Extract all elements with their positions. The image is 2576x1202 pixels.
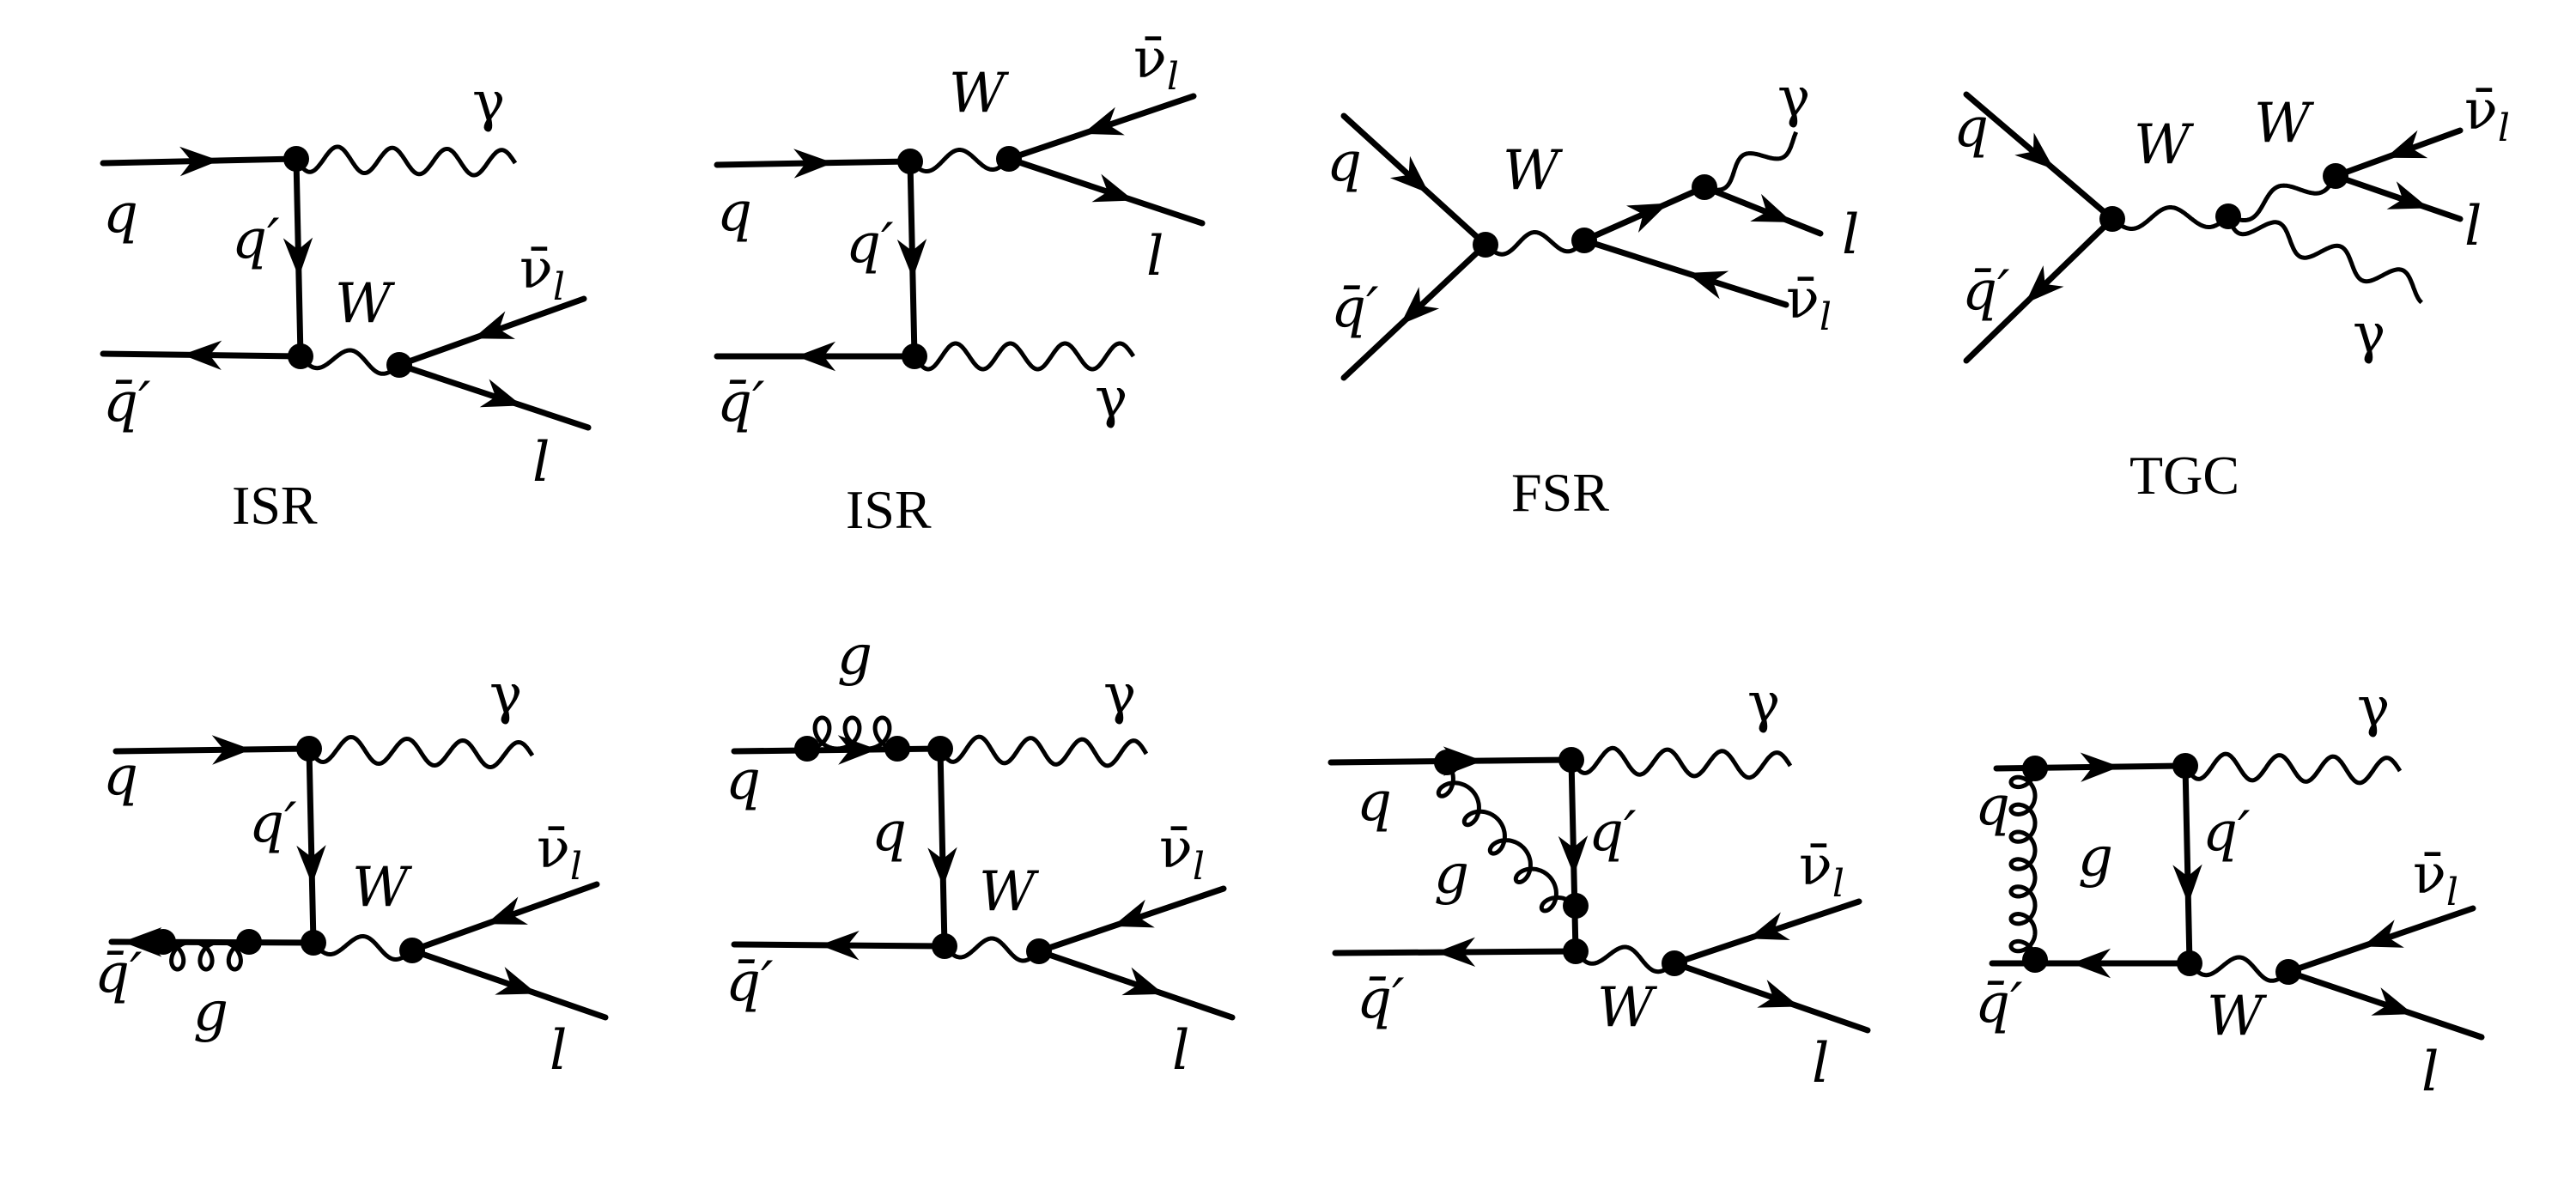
vertex-dot xyxy=(897,149,923,174)
diagram-gluon-2 xyxy=(726,624,1232,1083)
lepton-label: l xyxy=(1146,225,1164,288)
vertex-dot xyxy=(2099,206,2125,232)
vertex-dot xyxy=(236,929,262,955)
lepton-line xyxy=(1009,159,1202,223)
w-boson-line xyxy=(1485,233,1584,255)
quark-label: q xyxy=(1357,770,1392,834)
quark-prime-label: q′ xyxy=(249,792,297,855)
antiquark-prime-label: q̄′ xyxy=(94,942,143,1005)
quark-label: q xyxy=(1975,774,2010,838)
antineutrino-label: $\nū_l$ xyxy=(1786,268,1832,339)
photon-line xyxy=(1704,132,1796,190)
gluon-label: g xyxy=(837,624,872,688)
vertex-dot xyxy=(2323,163,2348,189)
lepton-label: l xyxy=(1842,203,1860,267)
exchanged-quark-line xyxy=(2185,766,2190,963)
exchanged-quark-line xyxy=(309,749,313,943)
antineutrino-label: $\nū_l$ xyxy=(1133,27,1179,99)
quark-label: q xyxy=(103,182,138,246)
vertex-dot xyxy=(2177,950,2202,976)
w-boson-line xyxy=(2112,208,2228,229)
lepton-line xyxy=(399,365,588,428)
vertex-dot xyxy=(283,146,309,172)
w-label: W xyxy=(2134,113,2190,177)
photon-line xyxy=(309,738,532,768)
photon-line xyxy=(940,737,1146,766)
antiquark-prime-label: q̄′ xyxy=(103,371,151,434)
antineutrino-label: $\nū_l$ xyxy=(2413,843,2458,914)
gluon-line xyxy=(163,942,249,969)
photon-line xyxy=(2185,754,2400,783)
w-boson-line xyxy=(945,938,1039,961)
vertex-dot xyxy=(1558,747,1584,773)
w-label: W xyxy=(352,856,409,920)
vertex-dot xyxy=(150,929,176,955)
photon-label: γ xyxy=(1095,367,1128,430)
vertex-dot xyxy=(1434,750,1460,775)
vertex-dot xyxy=(1473,232,1498,258)
lepton-line xyxy=(1674,963,1868,1030)
antiquark-prime-label: q̄′ xyxy=(726,950,774,1014)
vertex-dot xyxy=(2022,947,2048,973)
lepton-label: l xyxy=(1812,1032,1830,1096)
diagram-gluon-4 xyxy=(1975,676,2482,1104)
lepton-line xyxy=(1039,951,1232,1017)
gluon-label: g xyxy=(2078,826,2113,889)
photon-label: γ xyxy=(2353,302,2386,366)
lepton-line xyxy=(2336,176,2460,219)
antineutrino-line xyxy=(1584,240,1786,305)
vertex-dot xyxy=(1692,174,1717,200)
vertex-dot xyxy=(386,352,412,378)
caption-isr-2: ISR xyxy=(846,479,932,540)
photon-line xyxy=(1571,748,1790,777)
w-boson-line xyxy=(1576,947,1674,972)
gluon-label: g xyxy=(193,980,228,1044)
w-boson-line xyxy=(301,350,399,373)
antiquark-prime-label: q̄′ xyxy=(1975,972,2023,1035)
w-label: W xyxy=(1503,139,1559,203)
quark-prime-label: q′ xyxy=(2202,800,2251,864)
lepton-label: l xyxy=(2464,195,2482,258)
vertex-dot xyxy=(399,938,425,963)
vertex-dot xyxy=(927,736,953,762)
vertex-dot xyxy=(1662,950,1687,976)
photon-label: γ xyxy=(1103,663,1137,726)
photon-line xyxy=(914,343,1133,369)
vertex-dot xyxy=(1563,893,1589,919)
lepton-line xyxy=(1704,187,1820,234)
vertex-dot xyxy=(2215,203,2241,229)
lepton-label: l xyxy=(1172,1019,1190,1083)
w-label-2: W xyxy=(2254,92,2311,155)
photon-label: γ xyxy=(489,663,523,726)
antiquark-prime-label: q̄′ xyxy=(717,371,765,434)
w-label: W xyxy=(979,860,1036,924)
w-label: W xyxy=(949,62,1005,125)
photon-label: γ xyxy=(2357,676,2391,739)
antineutrino-label: $\nū_l$ xyxy=(1159,817,1205,889)
diagram-tgc xyxy=(1953,79,2510,506)
vertex-dot xyxy=(301,930,326,956)
gluon-line xyxy=(807,718,897,749)
vertex-dot xyxy=(1571,228,1597,253)
vertex-dot xyxy=(2275,959,2301,985)
quark-prime-label: q′ xyxy=(846,212,894,276)
quark-line xyxy=(116,749,309,751)
antiquark-prime-label: q̄′ xyxy=(1962,259,2010,323)
diagram-gluon-1 xyxy=(94,663,605,1083)
vertex-dot xyxy=(902,343,927,369)
photon-line xyxy=(296,147,515,175)
antineutrino-label: $\nū_l$ xyxy=(537,817,582,889)
w-label: W xyxy=(1597,976,1654,1040)
exchanged-quark-line xyxy=(940,749,945,946)
antineutrino-label: $\nū_l$ xyxy=(519,238,565,309)
w-boson-line xyxy=(313,937,412,960)
diagram-fsr xyxy=(1327,66,1859,523)
antiquark-prime-label: q̄′ xyxy=(1331,276,1379,340)
caption-isr-1: ISR xyxy=(232,475,318,536)
photon-line xyxy=(2228,216,2421,302)
lepton-label: l xyxy=(2421,1041,2439,1104)
vertex-dot xyxy=(794,736,820,762)
quark-prime-label: q′ xyxy=(232,208,280,271)
caption-tgc: TGC xyxy=(2129,445,2239,506)
quark-label: q xyxy=(726,749,761,812)
lepton-line xyxy=(2288,972,2482,1037)
diagram-isr-2 xyxy=(717,27,1202,540)
quark-label: q xyxy=(1953,96,1989,160)
vertex-dot xyxy=(884,736,910,762)
quark-label: q xyxy=(103,744,138,808)
w-boson-line xyxy=(2190,957,2288,980)
antineutrino-label: $\nū_l$ xyxy=(2464,79,2510,150)
diagram-isr-1 xyxy=(103,70,588,536)
quark-label: q xyxy=(1327,131,1362,194)
antineutrino-label: $\nū_l$ xyxy=(1799,835,1844,906)
antiquark-prime-label: q̄′ xyxy=(1357,968,1405,1031)
diagram-gluon-3 xyxy=(1331,671,1868,1096)
quark-label: q xyxy=(717,180,752,244)
vertex-dot xyxy=(2172,753,2198,779)
lepton-line xyxy=(412,950,605,1017)
gluon-label: g xyxy=(1434,843,1469,907)
vertex-dot xyxy=(1026,938,1052,964)
vertex-dot xyxy=(2022,756,2048,781)
photon-label: γ xyxy=(1777,66,1811,130)
w-label: W xyxy=(335,272,392,336)
caption-fsr: FSR xyxy=(1511,462,1609,523)
photon-label: γ xyxy=(472,70,506,134)
vertex-dot xyxy=(996,146,1022,172)
vertex-dot xyxy=(288,343,313,369)
lepton-label: l xyxy=(532,431,550,495)
w-boson-line xyxy=(2228,176,2336,221)
quark-label-2: q xyxy=(872,800,907,864)
vertex-dot xyxy=(296,736,322,762)
gluon-line xyxy=(2011,768,2035,960)
photon-label: γ xyxy=(1747,671,1781,735)
w-label: W xyxy=(2207,985,2263,1048)
w-boson-line xyxy=(910,150,1009,172)
quark-prime-label: q′ xyxy=(1589,800,1637,864)
vertex-dot xyxy=(932,933,957,959)
lepton-label: l xyxy=(550,1019,568,1083)
vertex-dot xyxy=(1563,938,1589,964)
